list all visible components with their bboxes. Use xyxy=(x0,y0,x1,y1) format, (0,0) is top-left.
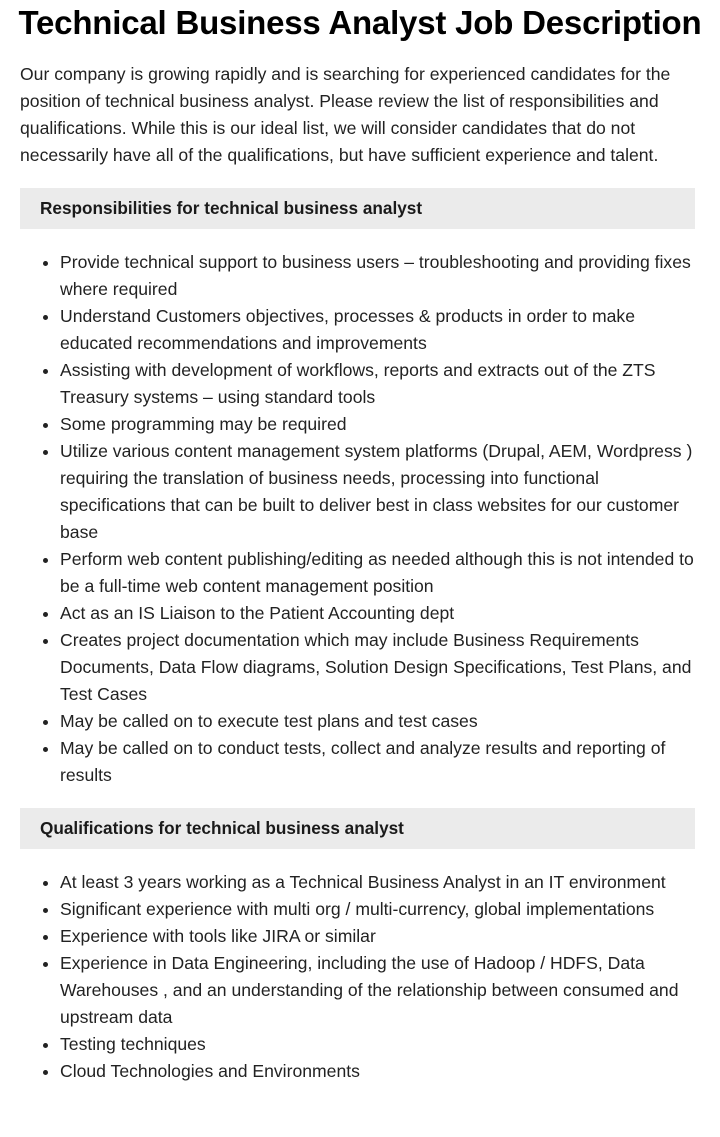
list-item: • At least 3 years working as a Technical Business Analyst in an IT environment xyxy=(60,869,700,896)
qualifications-heading: Qualifications for technical business analyst xyxy=(20,808,695,849)
list-item: • Perform web content publishing/editing as needed although this is not intended to be a full-time web content management position xyxy=(60,546,700,600)
responsibilities-list xyxy=(20,249,700,789)
list-item: • Experience in Data Engineering, including the use of Hadoop / HDFS, Data Warehouses , and an understanding of the relationship between consumed and upstream data xyxy=(60,950,700,1031)
list-item: • Experience with tools like JIRA or similar xyxy=(60,923,700,950)
list-item: • Some programming may be required xyxy=(60,411,700,438)
list-item: • Utilize various content management system platforms (Drupal, AEM, Wordpress ) requiring the translation of business needs, processing into functional specifications that can be built to deliver best in class websites for our customer base xyxy=(60,438,700,546)
list-item: • May be called on to execute test plans and test cases xyxy=(60,708,700,735)
list-item: • May be called on to conduct tests, collect and analyze results and reporting of results xyxy=(60,735,700,789)
list-item: • Creates project documentation which may include Business Requirements Documents, Data Flow diagrams, Solution Design Specifications, Test Plans, and Test Cases xyxy=(60,627,700,708)
list-item: • Understand Customers objectives, processes & products in order to make educated recommendations and improvements xyxy=(60,303,700,357)
list-item: • Provide technical support to business users – troubleshooting and providing fixes where required xyxy=(60,249,700,303)
list-item: • Assisting with development of workflows, reports and extracts out of the ZTS Treasury systems – using standard tools xyxy=(60,357,700,411)
qualifications-list xyxy=(20,869,700,1085)
list-item: • Act as an IS Liaison to the Patient Accounting dept xyxy=(60,600,700,627)
list-item: • Cloud Technologies and Environments xyxy=(60,1058,700,1085)
responsibilities-heading: Responsibilities for technical business analyst xyxy=(20,188,695,229)
list-item: • Testing techniques xyxy=(60,1031,700,1058)
intro-paragraph: Our company is growing rapidly and is searching for experienced candidates for the position of technical business analyst. Please review the list of responsibilities and qualifications. While this is our ideal list, we will consider candidates that do not necessarily have all of the qualifications, but have sufficient experience and talent. xyxy=(20,64,671,165)
page-title: Technical Business Analyst Job Description xyxy=(18,4,702,41)
list-item: • Significant experience with multi org / multi-currency, global implementations xyxy=(60,896,700,923)
